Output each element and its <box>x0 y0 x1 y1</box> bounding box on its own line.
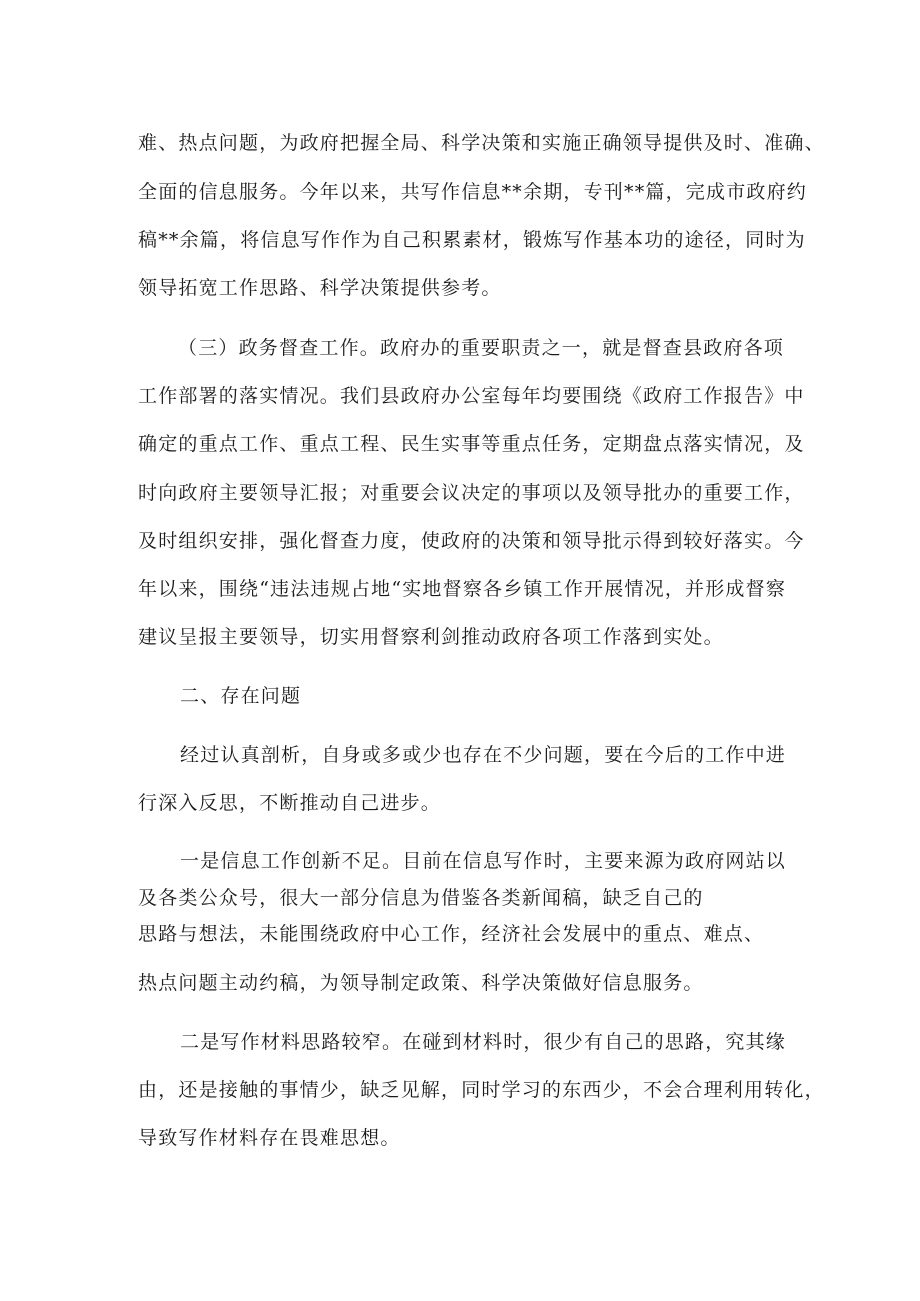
paragraph-1-line-2: 全面的信息服务。今年以来，共写作信息**余期，专刊**篇，完成市政府约 <box>138 181 808 203</box>
paragraph-2-line-7: 建议呈报主要领导，切实用督察利剑推动政府各项工作落到实处。 <box>138 626 724 648</box>
paragraph-4-line-3: 思路与想法，未能围绕政府中心工作，经济社会发展中的重点、难点、 <box>138 923 765 945</box>
paragraph-1-line-3: 稿**余篇，将信息写作作为自己积累素材，锻炼写作基本功的途径，同时为 <box>138 229 806 251</box>
paragraph-3-line-2: 行深入反思，不断推动自己进步。 <box>138 792 442 814</box>
paragraph-4-line-4: 热点问题主动约稿，为领导制定政策、科学决策做好信息服务。 <box>138 972 704 994</box>
paragraph-4-line-1: 一是信息工作创新不足。目前在信息写作时，主要来源为政府网站以 <box>180 850 787 872</box>
paragraph-2-line-4: 时向政府主要领导汇报；对重要会议决定的事项以及领导批办的重要工作， <box>138 482 805 504</box>
paragraph-5-line-1: 二是写作材料思路较窄。在碰到材料时，很少有自己的思路，究其缘 <box>180 1031 787 1053</box>
paragraph-5-line-3: 导致写作材料存在畏难思想。 <box>138 1127 401 1149</box>
paragraph-2-line-2: 工作部署的落实情况。我们县政府办公室每年均要围绕《政府工作报告》中 <box>138 385 805 407</box>
paragraph-2-line-6: 年以来，围绕“违法违规占地“实地督察各乡镇工作开展情况，并形成督察 <box>138 578 787 600</box>
paragraph-4-line-2: 及各类公众号，很大一部分信息为借鉴各类新闻稿，缺乏自己的 <box>138 887 704 909</box>
paragraph-1-line-1: 难、热点问题，为政府把握全局、科学决策和实施正确领导提供及时、准确、 <box>138 132 825 154</box>
paragraph-2-line-5: 及时组织安排，强化督查力度，使政府的决策和领导批示得到较好落实。今 <box>138 530 805 552</box>
paragraph-1-line-4: 领导拓宽工作思路、科学决策提供参考。 <box>138 277 502 299</box>
paragraph-5-line-2: 由，还是接触的事情少，缺乏见解，同时学习的东西少，不会合理利用转化， <box>138 1079 825 1101</box>
paragraph-3-line-1: 经过认真剖析，自身或多或少也存在不少问题，要在今后的工作中进 <box>180 744 787 766</box>
paragraph-2-line-1: （三）政务督查工作。政府办的重要职责之一，就是督查县政府各项 <box>178 337 785 359</box>
section-heading: 二、存在问题 <box>180 685 302 707</box>
paragraph-2-line-3: 确定的重点工作、重点工程、民生实事等重点任务，定期盘点落实情况，及 <box>138 433 805 455</box>
